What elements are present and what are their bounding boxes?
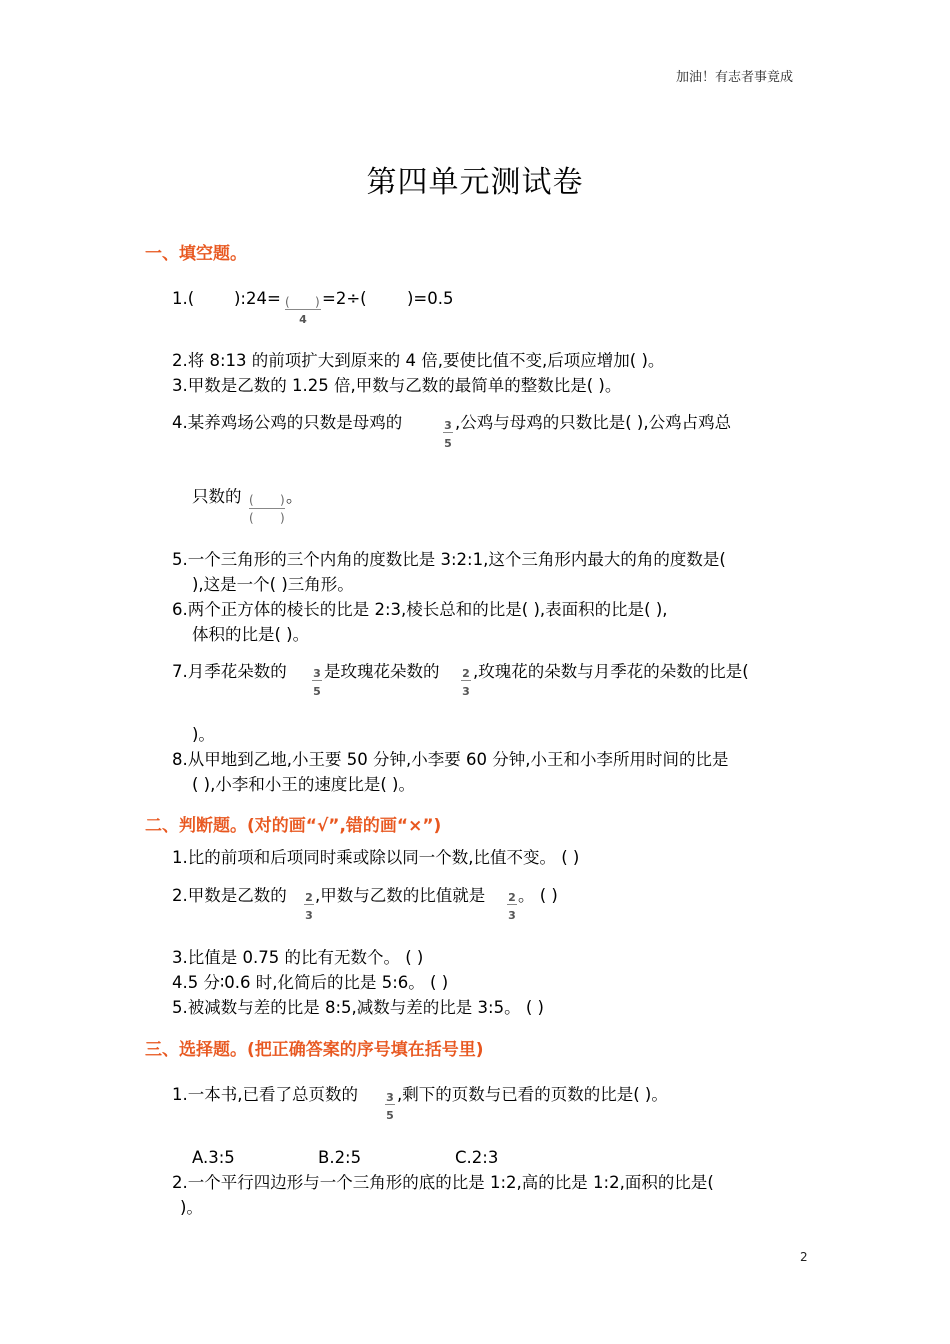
q8-line-2: ( ),小李和小王的速度比是( )。: [192, 775, 415, 794]
mc2-line-1: 2.一个平行四边形与一个三角形的底的比是 1:2,高的比是 1:2,面积的比是(: [172, 1173, 714, 1192]
tf-question-3: 3.比值是 0.75 的比有无数个。 ( ): [172, 948, 424, 967]
mc1-part-a: 1.一本书,已看了总页数的: [172, 1085, 358, 1104]
q4-part-a: 4.某养鸡场公鸡的只数是母鸡的: [172, 413, 403, 432]
q1-part-d: )=0.5: [407, 289, 454, 308]
tf-question-5: 5.被减数与差的比是 8:5,减数与差的比是 3:5。 ( ): [172, 998, 544, 1017]
q7-fraction-2-denominator: 3: [462, 685, 470, 698]
mc1-part-b: ,剩下的页数与已看的页数的比是( )。: [397, 1085, 668, 1104]
q1-blank-left-bracket: (: [285, 295, 290, 309]
q4-num-left-bracket: (: [249, 493, 254, 507]
mc1-option-b: B.2:5: [318, 1148, 362, 1167]
tf2-part-b: ,甲数与乙数的比值就是: [315, 886, 486, 905]
q5-line-2: ),这是一个( )三角形。: [192, 575, 354, 594]
section-heading-fill-blank: 一、填空题。: [145, 244, 247, 264]
q4-fraction-denominator: 5: [444, 437, 452, 450]
tf2-part-a: 2.甲数是乙数的: [172, 886, 287, 905]
q4-den-left-bracket: (: [249, 511, 254, 525]
q4-den-right-bracket: ): [280, 511, 285, 525]
q6-line-1: 6.两个正方体的棱长的比是 2:3,棱长总和的比是( ),表面积的比是( ),: [172, 600, 668, 619]
tf-question-1: 1.比的前项和后项同时乘或除以同一个数,比值不变。 ( ): [172, 848, 580, 867]
q1-part-a: 1.(: [172, 289, 195, 308]
tf2-fraction-1-bar: [304, 904, 314, 905]
q1-part-c: =2÷(: [322, 289, 367, 308]
q7-fraction-2-bar: [461, 680, 471, 681]
q4-fraction-bar: [443, 432, 453, 433]
mc1-option-a: A.3:5: [192, 1148, 235, 1167]
mc2-line-2: )。: [180, 1198, 203, 1217]
q4-part-d: 。: [286, 487, 303, 506]
q7-fraction-1-bar: [312, 680, 322, 681]
mc1-fraction-denominator: 5: [386, 1109, 394, 1122]
q4-blank-fraction-bar: [249, 508, 285, 509]
tf2-fraction-2-bar: [507, 904, 517, 905]
tf2-fraction-2-numerator: 2: [508, 891, 516, 904]
tf2-fraction-1-denominator: 3: [305, 909, 313, 922]
q1-fraction-bar: [285, 309, 321, 310]
tf-question-4: 4.5 分∶0.6 时,化简后的比是 5:6。 ( ): [172, 973, 449, 992]
question-1-2: 2.将 8:13 的前项扩大到原来的 4 倍,要使比值不变,后项应增加( )。: [172, 351, 665, 370]
q4-fraction-numerator: 3: [444, 419, 452, 432]
q1-part-b: ):24=: [234, 289, 281, 308]
q7-line-2: )。: [192, 725, 215, 744]
q7-fraction-1-numerator: 3: [313, 667, 321, 680]
q4-part-c: 只数的: [192, 487, 242, 506]
q7-fraction-1-denominator: 5: [313, 685, 321, 698]
q8-line-1: 8.从甲地到乙地,小王要 50 分钟,小李要 60 分钟,小王和小李所用时间的比是: [172, 750, 729, 769]
q4-num-right-bracket: ): [280, 493, 285, 507]
mc1-fraction-bar: [385, 1104, 395, 1105]
mc1-fraction-numerator: 3: [386, 1091, 394, 1104]
q7-fraction-2-numerator: 2: [462, 667, 470, 680]
tf2-fraction-2-denominator: 3: [508, 909, 516, 922]
q5-line-1: 5.一个三角形的三个内角的度数比是 3:2:1,这个三角形内最大的角的度数是(: [172, 550, 726, 569]
tf2-part-c: 。 ( ): [518, 886, 558, 905]
q1-fraction-denominator: 4: [299, 313, 307, 326]
question-1-3: 3.甲数是乙数的 1.25 倍,甲数与乙数的最简单的整数比是( )。: [172, 376, 622, 395]
header-motto: 加油！有志者事竟成: [676, 70, 794, 85]
q4-part-b: ,公鸡与母鸡的只数比是( ),公鸡占鸡总: [455, 413, 732, 432]
mc1-option-c: C.2:3: [455, 1148, 499, 1167]
q7-part-a: 7.月季花朵数的: [172, 662, 287, 681]
q7-part-b: 是玫瑰花朵数的: [324, 662, 440, 681]
q7-part-c: ,玫瑰花的朵数与月季花的朵数的比是(: [473, 662, 749, 681]
page-title: 第四单元测试卷: [366, 165, 584, 200]
tf2-fraction-1-numerator: 2: [305, 891, 313, 904]
q6-line-2: 体积的比是( )。: [192, 625, 310, 644]
section-heading-multiple-choice: 三、选择题。(把正确答案的序号填在括号里): [145, 1040, 484, 1060]
page-number: 2: [800, 1250, 808, 1264]
section-heading-true-false: 二、判断题。(对的画“√”,错的画“×”): [145, 816, 442, 836]
q1-blank-right-bracket: ): [315, 295, 320, 309]
